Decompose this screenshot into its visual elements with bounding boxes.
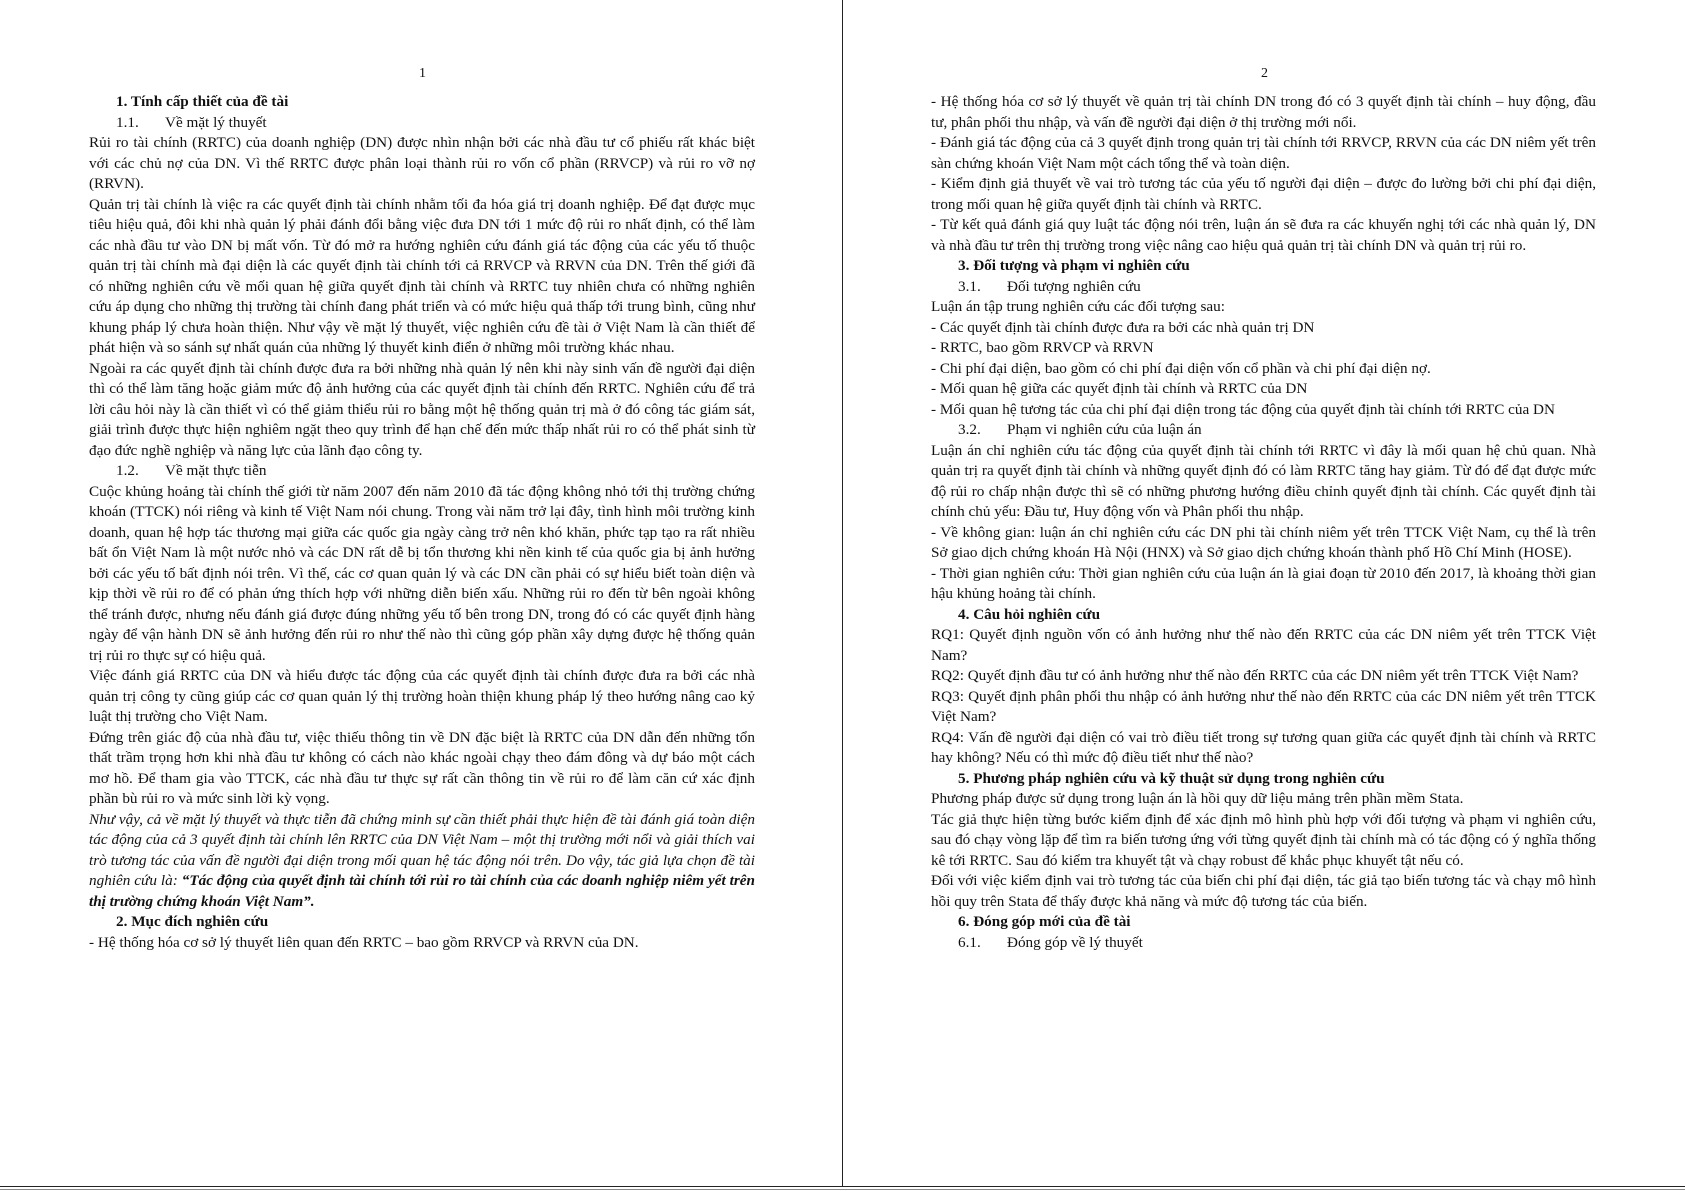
- page-2-body: [931, 92, 1596, 953]
- subsection-number: 1.2.: [116, 462, 139, 479]
- list-item: - Về không gian: luận án chỉ nghiên cứu các DN phi tài chính niêm yết trên TTCK Việt Nam, cụ thể là trên Sở giao dịch chứng khoán Hà Nội (HNX) và Sở giao dịch chứng khoán thành phố Hồ Chí Minh (HOSE).: [931, 523, 1596, 561]
- list-item: - Hệ thống hóa cơ sở lý thuyết liên quan đến RRTC – bao gồm RRVCP và RRVN của DN.: [89, 933, 639, 951]
- paragraph: Đứng trên giác độ của nhà đầu tư, việc thiếu thông tin về DN đặc biệt là RRTC của DN dẫn đến những tổn thất trầm trọng hơn khi nhà đầu tư không có cách nào khác ngoài chạy theo đám đông và dự báo một cách mơ hồ. Để tham gia vào TTCK, các nhà đầu tư thực sự rất cần thông tin về rủi ro để làm căn cứ xác định phần bù rủi ro và mức sinh lời kỳ vọng.: [89, 728, 755, 807]
- subsection-title: Đóng góp về lý thuyết: [1007, 933, 1143, 951]
- conclusion-paragraph: [89, 810, 755, 913]
- paragraph: Tác giả thực hiện từng bước kiểm định để xác định mô hình phù hợp với đối tượng và phạm vi nghiên cứu, sau đó chạy vòng lặp để tìm ra biến tương ứng với từng quyết định tài chính mà có tác động có ý nghĩa thống kê tới RRTC. Sau đó kiểm tra khuyết tật và chạy robust để khắc phục khuyết tật nếu có.: [931, 810, 1596, 869]
- list-item: - Thời gian nghiên cứu: Thời gian nghiên cứu của luận án là giai đoạn từ 2010 đến 2017, là khoảng thời gian hậu khủng hoảng tài chính.: [931, 564, 1596, 602]
- page-1-body: [89, 92, 755, 953]
- list-item: - Từ kết quả đánh giá quy luật tác động nói trên, luận án sẽ đưa ra các khuyến nghị tới các nhà quản lý, DN và nhà đầu tư trên thị trường trong việc nâng cao hiệu quả quản trị tài chính DN và quản trị rủi ro.: [931, 216, 1596, 254]
- list-item: - Đánh giá tác động của cả 3 quyết định trong quản trị tài chính tới RRVCP, RRVN của các DN niêm yết trên sàn chứng khoán Việt Nam một cách tổng thể và toàn diện.: [931, 134, 1596, 172]
- section-heading-4: 4. Câu hỏi nghiên cứu: [958, 605, 1101, 623]
- list-item: - Hệ thống hóa cơ sở lý thuyết về quản trị tài chính DN trong đó có 3 quyết định tài chính – huy động, đầu tư, phân phối thu nhập, và vấn đề người đại diện ở thị trường mới nổi.: [931, 93, 1596, 131]
- list-item: - RRTC, bao gồm RRVCP và RRVN: [931, 339, 1154, 356]
- paragraph: Phương pháp được sử dụng trong luận án là hồi quy dữ liệu mảng trên phần mềm Stata.: [931, 790, 1464, 807]
- subsection-heading-1-2: [89, 461, 755, 482]
- page-1: [0, 0, 842, 1186]
- page-bottom-border: [0, 1186, 1685, 1187]
- paragraph: Ngoài ra các quyết định tài chính được đưa ra bởi những nhà quản lý nên khi này sinh vấn đề người đại diện thì có thể làm tăng hoặc giảm mức độ ảnh hưởng của các quyết định tài chính đến RRTC. Nghiên cứu để trả lời câu hỏi này là cần thiết vì có thể giảm thiểu rủi ro bằng một hệ thống quản trị mà ở đó công tác giám sát, giải trình được thực hiện nghiêm ngặt theo quy trình để hạn chế đến mức thấp nhất rủi ro có thể phát sinh từ đạo đức nghề nghiệp và năng lực của lãnh đạo công ty.: [89, 359, 755, 459]
- page-2: [843, 0, 1685, 1186]
- subsection-heading-6-1: [931, 933, 1596, 954]
- paragraph: Việc đánh giá RRTC của DN và hiểu được tác động của các quyết định tài chính được đưa ra bởi các nhà quản trị công ty cũng giúp các cơ quan quản lý thị trường hoàn thiện khung pháp lý theo hướng nâng cao kỷ luật thị trường cho Việt Nam.: [89, 667, 755, 725]
- conclusion-text: Như vậy, cả về mặt lý thuyết và thực tiễn đã chứng minh sự cần thiết phải thực hiện đề tài đánh giá toàn diện tác động của cả 3 quyết định tài chính lên RRTC của DN Việt Nam – một thị trường mới nổi và giải thích vai trò tương tác của vấn đề người đại diện trong mối quan hệ tác động nói trên. Do vậy, tác giả lựa chọn đề tài nghiên cứu là:: [89, 810, 755, 889]
- page-number: 1: [419, 66, 426, 81]
- section-heading-3: 3. Đối tượng và phạm vi nghiên cứu: [958, 257, 1190, 274]
- list-item: - Mối quan hệ tương tác của chi phí đại diện trong tác động của quyết định tài chính tới RRTC của DN: [931, 400, 1555, 418]
- subsection-heading-1-1: [89, 113, 755, 134]
- section-heading-2: 2. Mục đích nghiên cứu: [116, 913, 269, 930]
- section-heading-5: 5. Phương pháp nghiên cứu và kỹ thuật sử dụng trong nghiên cứu: [958, 769, 1385, 787]
- page-bottom-border-shadow: [0, 1189, 1685, 1190]
- subsection-title: Về mặt thực tiễn: [165, 462, 267, 479]
- subsection-number: 3.1.: [958, 277, 981, 295]
- section-heading-1: 1. Tính cấp thiết của đề tài: [116, 93, 289, 110]
- research-question: RQ3: Quyết định phân phối thu nhập có ảnh hưởng như thế nào đến RRTC của các DN niêm yết trên TTCK Việt Nam?: [931, 687, 1596, 725]
- research-question: RQ4: Vấn đề người đại diện có vai trò điều tiết trong sự tương quan giữa các quyết định tài chính và RRTC hay không? Nếu có thì mức độ điều tiết như thế nào?: [931, 728, 1596, 766]
- thesis-title: “Tác động của quyết định tài chính tới rủi ro tài chính của các doanh nghiệp niêm yết trên thị trường chứng khoán Việt Nam”.: [89, 872, 755, 910]
- research-question: RQ2: Quyết định đầu tư có ảnh hưởng như thế nào đến RRTC của các DN niêm yết trên TTCK Việt Nam?: [931, 667, 1579, 684]
- subsection-number: 3.2.: [958, 421, 981, 438]
- subsection-title: Về mặt lý thuyết: [165, 113, 267, 131]
- list-item: - Mối quan hệ giữa các quyết định tài chính và RRTC của DN: [931, 380, 1308, 397]
- subsection-title: Phạm vi nghiên cứu của luận án: [1007, 421, 1202, 438]
- page-number: 2: [1261, 66, 1268, 81]
- subsection-heading-3-2: [931, 420, 1596, 441]
- paragraph: Luận án tập trung nghiên cứu các đối tượng sau:: [931, 298, 1225, 315]
- paragraph: Rủi ro tài chính (RRTC) của doanh nghiệp (DN) được nhìn nhận bởi các nhà đầu tư cổ phiếu rất khác biệt với các chủ nợ của DN. Vì thế RRTC được phân loại thành rủi ro vốn cổ phần (RRVCP) và rủi ro vỡ nợ (RRVN).: [89, 134, 755, 192]
- list-item: - Kiểm định giả thuyết về vai trò tương tác của yếu tố người đại diện – được đo lường bởi chi phí đại diện, trong mối quan hệ giữa quyết định tài chính và RRTC.: [931, 175, 1596, 213]
- paragraph: Quản trị tài chính là việc ra các quyết định tài chính nhằm tối đa hóa giá trị doanh nghiệp. Để đạt được mục tiêu hiệu quả, đôi khi nhà quản lý phải đánh đổi bằng việc đưa DN tới 1 mức độ rủi ro nhất định, có thể làm các nhà đầu tư vào DN bị mất vốn. Từ đó mở ra hướng nghiên cứu đánh giá tác động của các yếu tố thuộc quản trị tài chính mà đại diện là các quyết định tài chính tới cả RRVCP và RRVN của DN. Trên thế giới đã có những nghiên cứu về mối quan hệ giữa quyết định tài chính và RRTC tuy nhiên chưa có những nghiên cứu áp dụng cho những thị trường tài chính đang phát triển và có mức hiệu quả thấp tới trung bình, cũng như khung pháp lý chưa hoàn thiện. Như vậy về mặt lý thuyết, việc nghiên cứu đề tài ở Việt Nam là cần thiết để phát hiện và so sánh sự nhất quán của những lý thuyết kinh điển ở những môi trường khác nhau.: [89, 195, 755, 356]
- paragraph: Đối với việc kiểm định vai trò tương tác của biến chi phí đại diện, tác giả tạo biến tương tác và chạy mô hình hồi quy trên Stata để thấy được khả năng và mức độ tương tác của biến.: [931, 872, 1596, 910]
- subsection-number: 1.1.: [116, 113, 139, 131]
- section-heading-6: 6. Đóng góp mới của đề tài: [958, 913, 1131, 930]
- paragraph: Cuộc khủng hoảng tài chính thế giới từ năm 2007 đến năm 2010 đã tác động không nhỏ tới thị trường chứng khoán (TTCK) nói riêng và kinh tế Việt Nam nói chung. Trong vài năm trở lại đây, tình hình môi trường kinh doanh, quan hệ hợp tác thương mại giữa các quốc gia ngày càng trở nên khó khăn, phức tạp tạo ra rất nhiều bất ổn Việt Nam là một nước nhỏ và các DN rất dễ bị tổn thương khi nền kinh tế của quốc gia bị ảnh hưởng bởi các yếu tố bất định nói trên. Vì thế, các cơ quan quản lý và các DN cần phải có sự hiểu biết toàn diện và kịp thời về rủi ro để có phản ứng thích hợp với những diễn biến xấu. Những rủi ro đến từ bên ngoài không thể tránh được, nhưng nếu đánh giá được đúng những yếu tố bên trong DN, trong đó có các quyết định hàng ngày để vận hành DN sẽ ảnh hưởng đến rủi ro như thế nào thì cũng góp phần xây dựng được hệ thống quản trị rủi ro thực sự có hiệu quả.: [89, 482, 755, 664]
- research-question: RQ1: Quyết định nguồn vốn có ảnh hưởng như thế nào đến RRTC của các DN niêm yết trên TTCK Việt Nam?: [931, 626, 1596, 664]
- list-item: - Chi phí đại diện, bao gồm có chi phí đại diện vốn cổ phần và chi phí đại diện nợ.: [931, 359, 1431, 377]
- paragraph: Luận án chỉ nghiên cứu tác động của quyết định tài chính tới RRTC vì đây là mối quan hệ chủ quan. Nhà quản trị ra quyết định tài chính và những quyết định đó có làm RRTC tăng hay giảm. Từ đó để đạt được mức độ rủi ro chấp nhận được thì sẽ có những phương hướng điều chỉnh quyết định tài chính. Các quyết định tài chính chủ yếu: Đầu tư, Huy động vốn và Phân phối thu nhập.: [931, 441, 1596, 520]
- subsection-title: Đối tượng nghiên cứu: [1007, 277, 1141, 295]
- subsection-heading-3-1: [931, 277, 1596, 298]
- subsection-number: 6.1.: [958, 933, 981, 951]
- list-item: - Các quyết định tài chính được đưa ra bởi các nhà quản trị DN: [931, 318, 1315, 336]
